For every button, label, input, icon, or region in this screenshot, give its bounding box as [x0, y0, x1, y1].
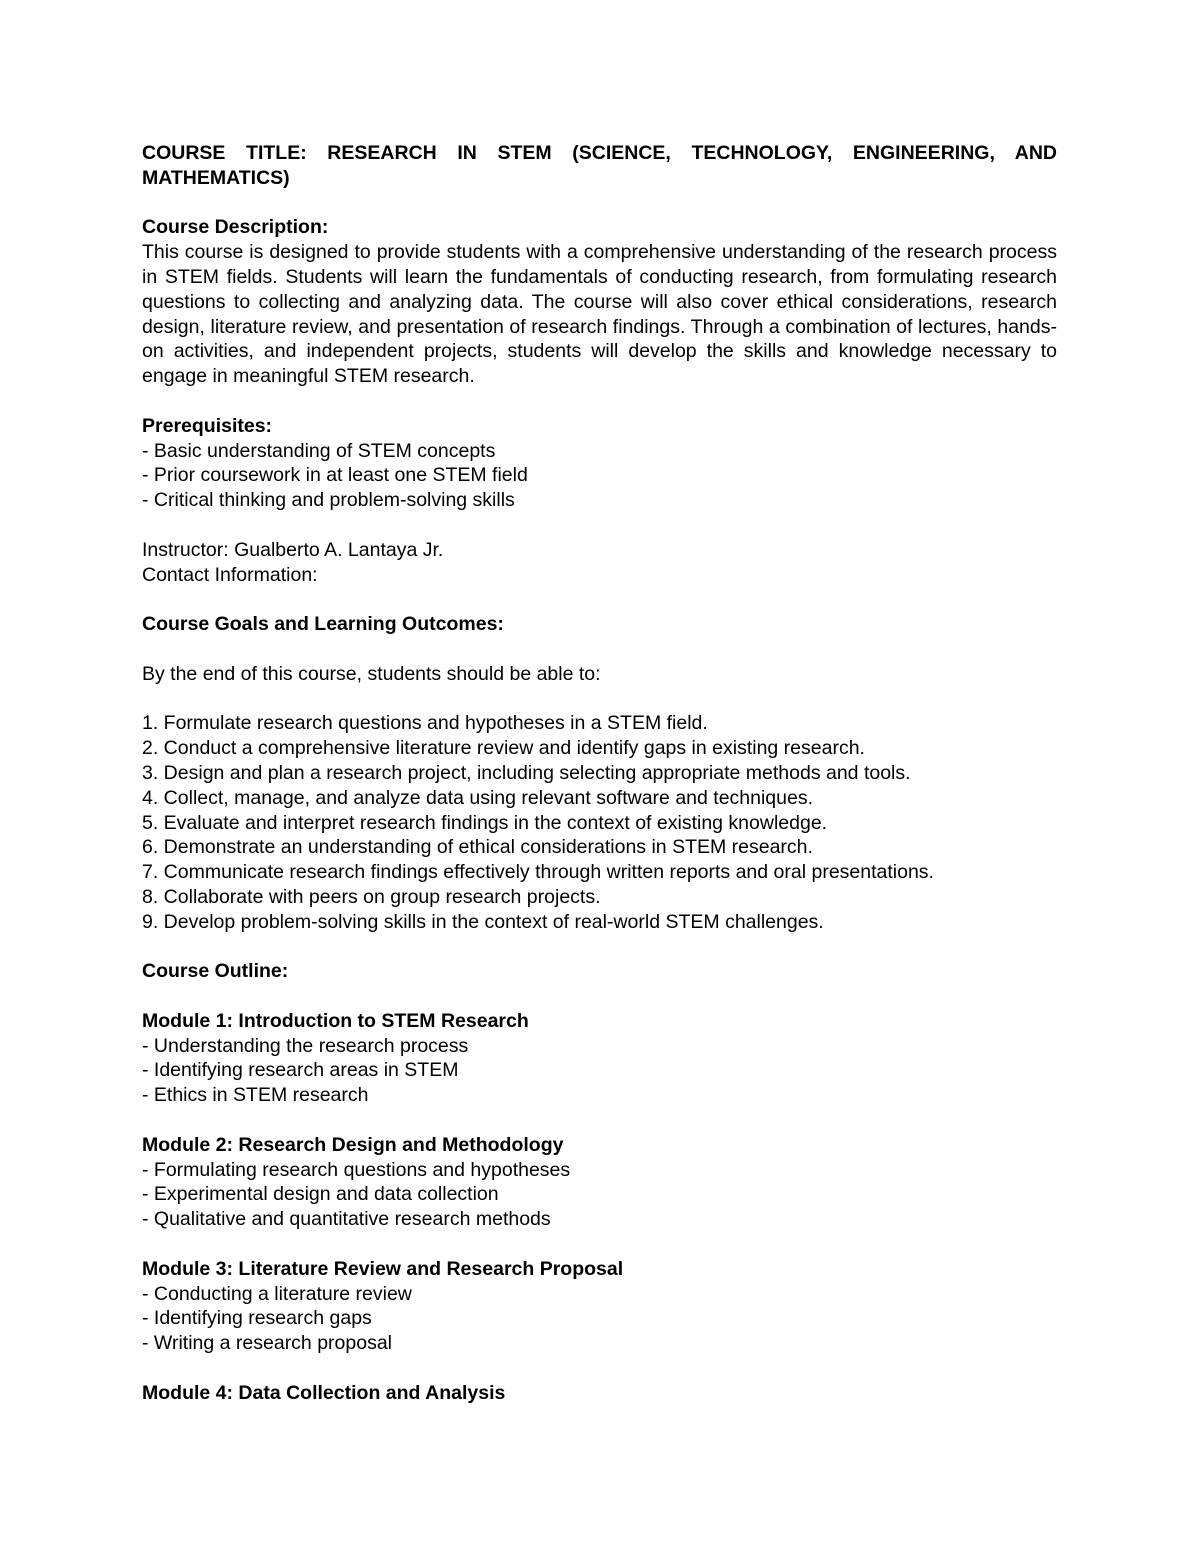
contact-line: Contact Information: [142, 563, 318, 586]
goals-heading: Course Goals and Learning Outcomes: [142, 613, 504, 636]
module-item: - Experimental design and data collection [142, 1183, 499, 1206]
document-page [142, 141, 1057, 1406]
module-item: - Qualitative and quantitative research methods [142, 1208, 551, 1231]
module-item: - Identifying research areas in STEM [142, 1059, 459, 1082]
module-item: - Writing a research proposal [142, 1332, 392, 1355]
goal-item: 1. Formulate research questions and hypotheses in a STEM field. [142, 712, 708, 735]
module-item: - Identifying research gaps [142, 1307, 372, 1330]
module-item: - Ethics in STEM research [142, 1084, 369, 1107]
goal-item: 6. Demonstrate an understanding of ethical considerations in STEM research. [142, 836, 813, 859]
description-heading: Course Description: [142, 216, 329, 239]
goals-intro: By the end of this course, students should be able to: [142, 662, 601, 685]
module-3-title: Module 3: Literature Review and Research Proposal [142, 1257, 624, 1280]
prerequisites-heading: Prerequisites: [142, 414, 273, 437]
course-title-line-1: COURSE TITLE: RESEARCH IN STEM (SCIENCE, TECHNOLOGY, ENGINEERING, AND [142, 142, 1057, 164]
goal-item: 5. Evaluate and interpret research findings in the context of existing knowledge. [142, 811, 828, 834]
course-title-line-2: MATHEMATICS) [142, 166, 290, 189]
goal-item: 9. Develop problem-solving skills in the context of real-world STEM challenges. [142, 910, 824, 933]
instructor-line: Instructor: Gualberto A. Lantaya Jr. [142, 538, 444, 561]
module-item: - Conducting a literature review [142, 1282, 412, 1305]
description-text: This course is designed to provide students with a comprehensive understanding of the research process in STEM fields. Students will learn the fundamentals of conducting research, from formulating research questions to collecting and analyzing data. The course will also cover ethical considerations, research design, literature review, and presentation of research findings. Through a combination of lectures, hands-on activities, and independent projects, students will develop the skills and knowledge necessary to engage in meaningful STEM research. [142, 241, 1057, 388]
module-item: - Understanding the research process [142, 1034, 469, 1057]
course-title [142, 141, 1057, 191]
goal-item: 7. Communicate research findings effectively through written reports and oral presentations. [142, 861, 934, 884]
prerequisite-item: - Critical thinking and problem-solving skills [142, 489, 515, 512]
goal-item: 4. Collect, manage, and analyze data using relevant software and techniques. [142, 786, 814, 809]
module-2-title: Module 2: Research Design and Methodology [142, 1133, 564, 1156]
outline-heading: Course Outline: [142, 960, 289, 983]
goal-item: 8. Collaborate with peers on group research projects. [142, 885, 601, 908]
module-4-title: Module 4: Data Collection and Analysis [142, 1381, 506, 1404]
goal-item: 3. Design and plan a research project, including selecting appropriate methods and tools. [142, 761, 911, 784]
module-1-title: Module 1: Introduction to STEM Research [142, 1009, 529, 1032]
prerequisite-item: - Basic understanding of STEM concepts [142, 439, 496, 462]
goal-item: 2. Conduct a comprehensive literature review and identify gaps in existing research. [142, 737, 865, 760]
prerequisite-item: - Prior coursework in at least one STEM field [142, 464, 528, 487]
module-item: - Formulating research questions and hypotheses [142, 1158, 571, 1181]
